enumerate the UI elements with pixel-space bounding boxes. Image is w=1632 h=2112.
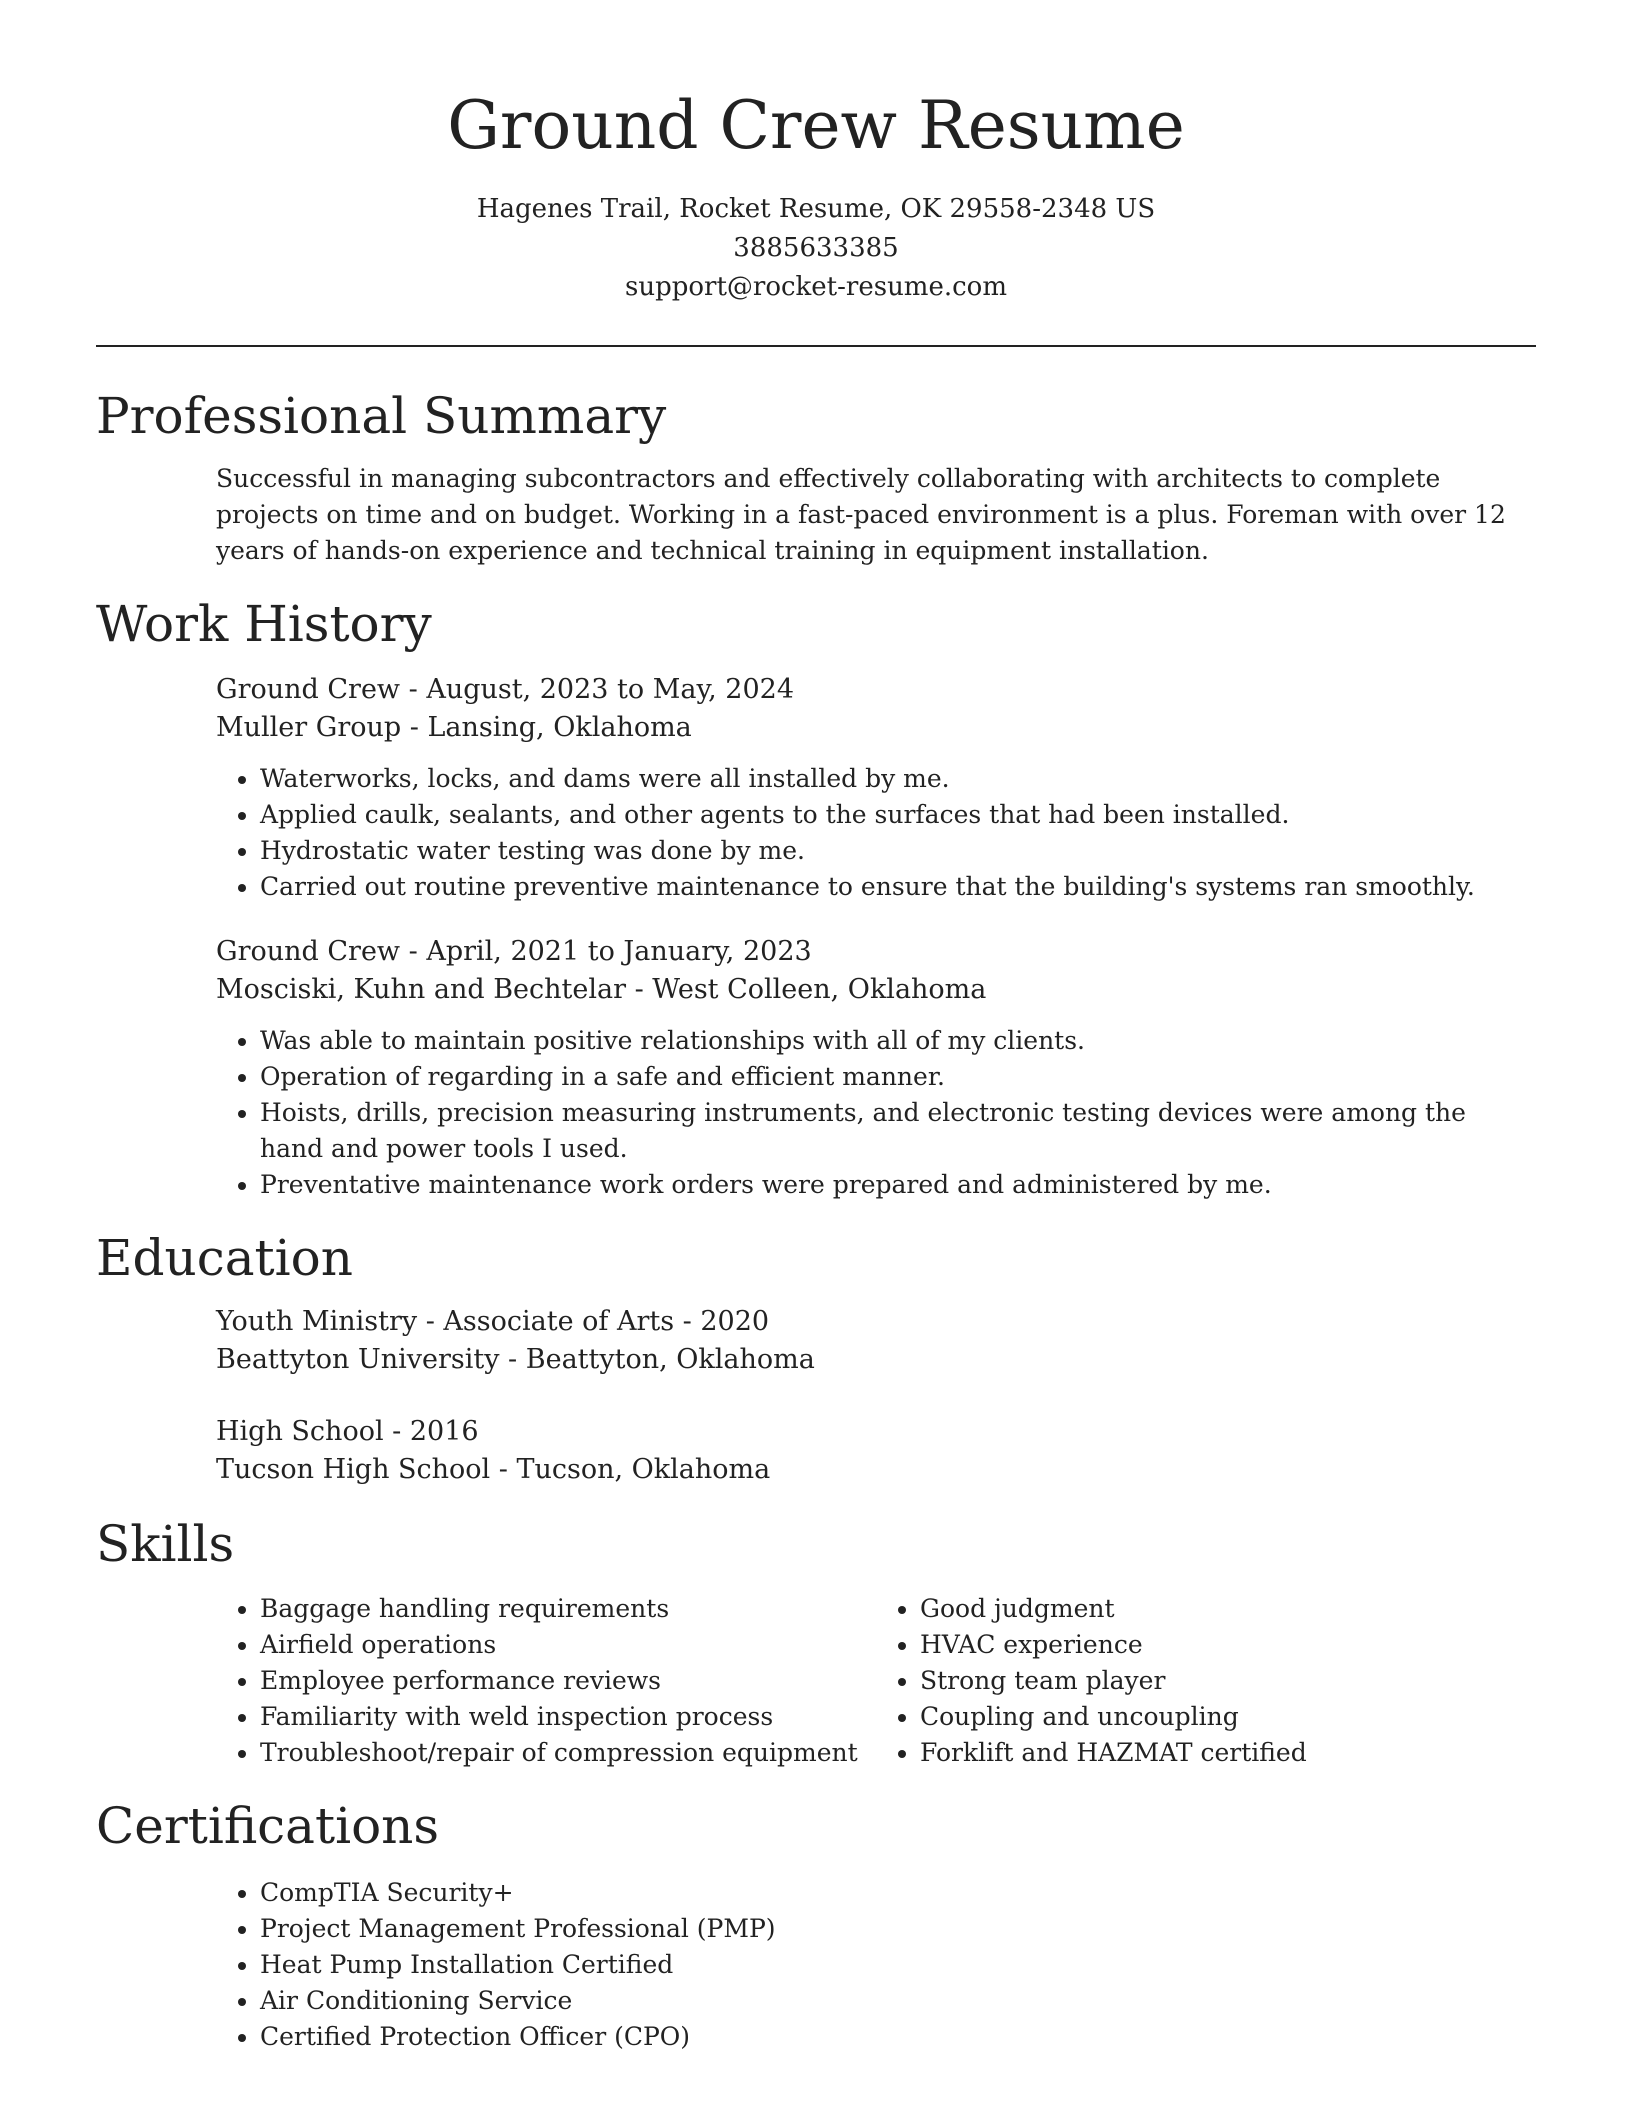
- job-role-line: Ground Crew - August, 2023 to May, 2024: [216, 674, 795, 705]
- education-school-line: Tucson High School - Tucson, Oklahoma: [216, 1454, 771, 1485]
- job-bullet: • Applied caulk, sealants, and other agents to the surfaces that had been installed.: [260, 797, 1536, 833]
- skills-section: [96, 1509, 1536, 1771]
- job-bullet: • Hydrostatic water testing was done by me.: [260, 833, 1536, 869]
- certification-item: • Air Conditioning Service: [260, 1983, 1536, 2019]
- education-heading: Education: [96, 1229, 353, 1287]
- skill-item: • Baggage handling requirements: [260, 1591, 876, 1627]
- certification-item: • Certified Protection Officer (CPO): [260, 2019, 1536, 2055]
- certifications-list: [216, 1875, 1536, 2055]
- resume-header: [96, 0, 1536, 307]
- work-history-section: [96, 589, 1536, 1203]
- education-entry: [216, 1303, 1536, 1379]
- resume-title: Ground Crew Resume: [447, 87, 1185, 164]
- job-bullet: • Operation of regarding in a safe and efficient manner.: [260, 1059, 1536, 1095]
- education-degree-line: High School - 2016: [216, 1416, 479, 1447]
- job-bullet: • Waterworks, locks, and dams were all installed by me.: [260, 761, 1536, 797]
- skills-list-right: [876, 1591, 1536, 1771]
- contact-address: Hagenes Trail, Rocket Resume, OK 29558-2348 US: [476, 194, 1156, 224]
- summary-text: Successful in managing subcontractors and effectively collaborating with architects to complete projects on time and on budget. Working in a fast-paced environment is a plus. Foreman with over 12 years of hands-on experience and technical training in equipment installation.: [216, 464, 1506, 565]
- job-company-line: Muller Group - Lansing, Oklahoma: [216, 712, 692, 743]
- job-bullet: • Preventative maintenance work orders were prepared and administered by me.: [260, 1167, 1536, 1203]
- job-role-line: Ground Crew - April, 2021 to January, 2023: [216, 936, 812, 967]
- job-bullet-list: [216, 1023, 1536, 1203]
- contact-email: support@rocket-resume.com: [624, 272, 1007, 302]
- skill-item: • HVAC experience: [920, 1627, 1536, 1663]
- skill-item: • Troubleshoot/repair of compression equipment: [260, 1735, 876, 1771]
- education-degree-line: Youth Ministry - Associate of Arts - 2020: [216, 1306, 770, 1337]
- skills-grid: [216, 1591, 1536, 1771]
- skill-item: • Strong team player: [920, 1663, 1536, 1699]
- certifications-heading: Certifications: [96, 1797, 440, 1855]
- job-company-line: Mosciski, Kuhn and Bechtelar - West Colleen, Oklahoma: [216, 974, 987, 1005]
- skill-item: • Airfield operations: [260, 1627, 876, 1663]
- summary-section: [96, 381, 1536, 569]
- skill-item: • Familiarity with weld inspection process: [260, 1699, 876, 1735]
- education-school-line: Beattyton University - Beattyton, Oklahoma: [216, 1344, 815, 1375]
- summary-heading: Professional Summary: [96, 387, 667, 445]
- certification-item: • Project Management Professional (PMP): [260, 1911, 1536, 1947]
- contact-block: [96, 190, 1536, 307]
- skill-item: • Forklift and HAZMAT certified: [920, 1735, 1536, 1771]
- education-entry: [216, 1413, 1536, 1489]
- skills-list-left: [216, 1591, 876, 1771]
- job-entry: [216, 933, 1536, 1203]
- certification-item: • CompTIA Security+: [260, 1875, 1536, 1911]
- job-bullet: • Hoists, drills, precision measuring instruments, and electronic testing devices were among the hand and power tools I used.: [260, 1095, 1536, 1167]
- education-section: [96, 1223, 1536, 1489]
- certifications-section: [96, 1791, 1536, 2055]
- job-bullet: • Was able to maintain positive relationships with all of my clients.: [260, 1023, 1536, 1059]
- skill-item: • Good judgment: [920, 1591, 1536, 1627]
- job-bullet: • Carried out routine preventive maintenance to ensure that the building's systems ran smoothly.: [260, 869, 1536, 905]
- skill-item: • Employee performance reviews: [260, 1663, 876, 1699]
- job-entry: [216, 671, 1536, 905]
- certification-item: • Heat Pump Installation Certified: [260, 1947, 1536, 1983]
- contact-phone: 3885633385: [733, 233, 899, 263]
- skill-item: • Coupling and uncoupling: [920, 1699, 1536, 1735]
- job-bullet-list: [216, 761, 1536, 905]
- header-divider: [96, 345, 1536, 347]
- skills-heading: Skills: [96, 1515, 235, 1573]
- work-history-heading: Work History: [96, 595, 432, 653]
